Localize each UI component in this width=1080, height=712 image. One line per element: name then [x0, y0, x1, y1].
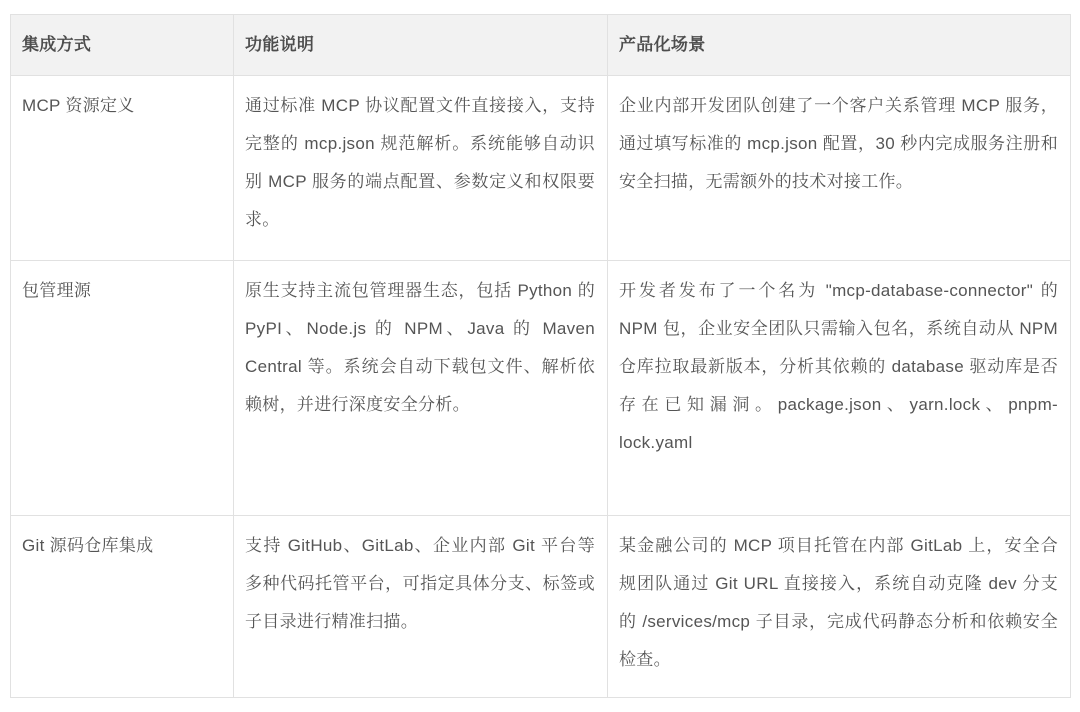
table-row-package-source: [11, 261, 1071, 516]
cell-scenario: 企业内部开发团队创建了一个客户关系管理 MCP 服务，通过填写标准的 mcp.json 配置，30 秒内完成服务注册和安全扫描，无需额外的技术对接工作。: [608, 76, 1071, 261]
table-header-row: [11, 15, 1071, 76]
cell-scenario: 开发者发布了一个名为 "mcp-database-connector" 的 NPM 包，企业安全团队只需输入包名，系统自动从 NPM 仓库拉取最新版本，分析其依赖的 database 驱动库是否存在已知漏洞。package.json、yarn.lock、pnpm-lock.yaml: [608, 261, 1071, 516]
cell-method: 包管理源: [11, 261, 234, 516]
cell-description: 支持 GitHub、GitLab、企业内部 Git 平台等多种代码托管平台，可指定具体分支、标签或子目录进行精准扫描。: [234, 516, 608, 698]
cell-method: MCP 资源定义: [11, 76, 234, 261]
table-row-git-repo: [11, 516, 1071, 698]
header-feature-description: 功能说明: [234, 15, 608, 76]
header-product-scenario: 产品化场景: [608, 15, 1071, 76]
table-row-mcp-resource: [11, 76, 1071, 261]
header-integration-method: 集成方式: [11, 15, 234, 76]
mcp-integration-table: [10, 14, 1071, 698]
cell-description: 通过标准 MCP 协议配置文件直接接入，支持完整的 mcp.json 规范解析。系统能够自动识别 MCP 服务的端点配置、参数定义和权限要求。: [234, 76, 608, 261]
cell-scenario: 某金融公司的 MCP 项目托管在内部 GitLab 上，安全合规团队通过 Git URL 直接接入，系统自动克隆 dev 分支的 /services/mcp 子目录，完成代码静态分析和依赖安全检查。: [608, 516, 1071, 698]
cell-description: 原生支持主流包管理器生态，包括 Python 的 PyPI、Node.js 的 NPM、Java 的 Maven Central 等。系统会自动下载包文件、解析依赖树，并进行深度安全分析。: [234, 261, 608, 516]
cell-method: Git 源码仓库集成: [11, 516, 234, 698]
